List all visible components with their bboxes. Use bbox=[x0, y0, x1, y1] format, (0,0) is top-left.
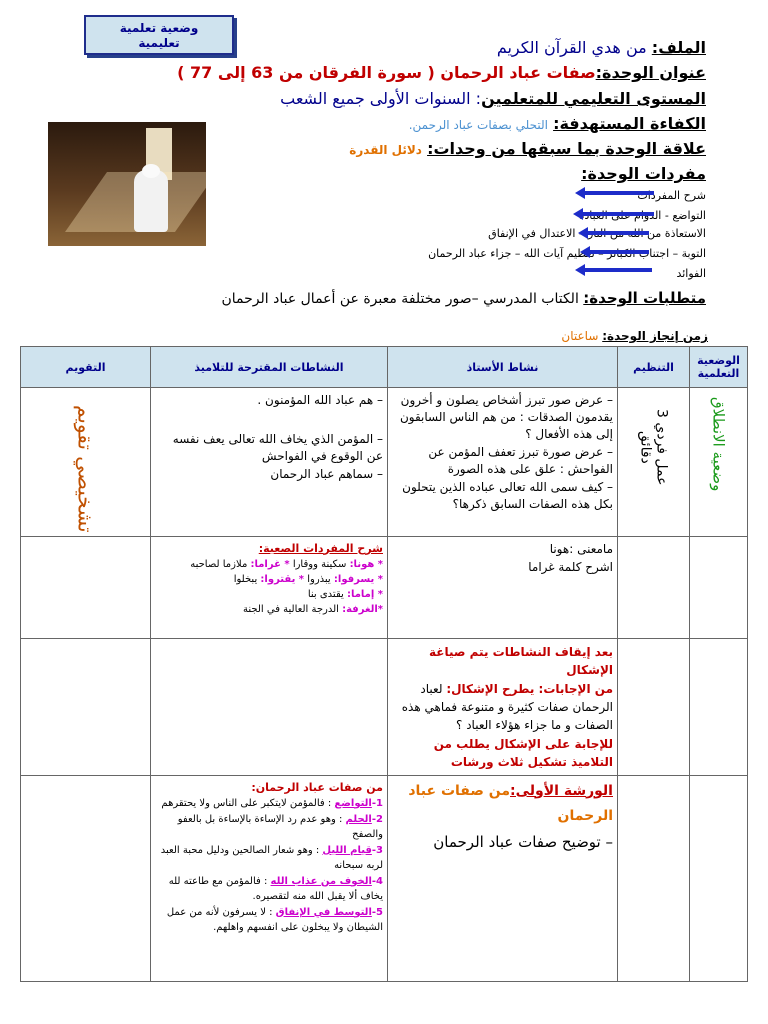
organization-cell bbox=[618, 388, 690, 537]
file-line bbox=[497, 38, 706, 57]
teacher-line: اشرح كلمة غراما bbox=[528, 559, 613, 574]
time-value: ساعتان bbox=[561, 329, 599, 343]
teacher-line: – عرض صورة تبرز تعفف المؤمن عن الفواحش : علق على هذه الصورة bbox=[428, 445, 613, 476]
trait-item: 3-قيام الليل : وهو شعار الصالحين ودليل محبة العبد لربه سبحانه bbox=[160, 844, 383, 871]
unit-title-value: صفات عباد الرحمان ( سورة الفرقان من 63 إلى 77 ) bbox=[177, 63, 596, 82]
vocab-item: شرح المفردات bbox=[637, 189, 706, 202]
competence-value: التحلي بصفات عباد الرحمن. bbox=[408, 118, 548, 132]
evaluation-cell bbox=[21, 388, 151, 537]
students-cell bbox=[151, 775, 388, 981]
vocab-entry: * يقتروا: يبخلوا bbox=[233, 573, 305, 585]
unit-title-label: عنوان الوحدة: bbox=[595, 63, 706, 82]
vocab-entry: * غراما: ملازما لصاحبه bbox=[190, 558, 290, 570]
situation-label: وضعية الانطلاق bbox=[709, 397, 728, 492]
header-evaluation: التقويم bbox=[21, 347, 151, 388]
trait-item: 1-التواضع : فالمؤمن لايتكبر على الناس ولا يحتقرهم bbox=[161, 797, 383, 809]
vocab-entry: * هونا: سكينة ووقارا bbox=[292, 558, 383, 570]
trait-item: 4-الخوف من عذاب الله : فالمؤمن مع طاعته لله يخاف ألا يقبل الله منه لتقصيره. bbox=[168, 875, 383, 902]
teacher-line: – عرض صور تبرز أشخاص يصلون و أخرون يقدمون الصدقات : من هم الناس السابقون إلى هذه الأفعال ؟ bbox=[399, 393, 613, 441]
workshop-label: الورشة الأولى: bbox=[510, 782, 613, 799]
header-teacher: نشاط الأستاذ bbox=[388, 347, 618, 388]
badge-line-1: وضعية تعلمية bbox=[119, 21, 199, 35]
time-label: زمن إنجاز الوحدة: bbox=[602, 329, 708, 343]
situation-cell bbox=[690, 388, 748, 537]
file-value: من هدي القرآن الكريم bbox=[496, 38, 647, 57]
problem-text: لعباد الرحمان صفات كثيرة و متنوعة فماهي هذه الصفات و ما جزاء هؤلاء العباد ؟ bbox=[401, 681, 613, 732]
problem-cell bbox=[388, 638, 618, 775]
students-cell bbox=[151, 388, 388, 537]
arrow-left-icon bbox=[584, 268, 652, 272]
unit-title-line bbox=[177, 63, 706, 82]
trait-item: 5-التوسط في الإنفاق : لا يسرفون لأنه من عمل الشيطان ولا يبخلون على انفسهم واهلهم. bbox=[166, 906, 383, 933]
organization-label: عمل فردي 3 دقائق bbox=[637, 408, 670, 486]
evaluation-label: تشخيصي تقويم bbox=[73, 405, 98, 533]
teacher-cell bbox=[388, 536, 618, 638]
problem-intro: بعد إيقاف النشاطات يتم صياغة الإشكال bbox=[428, 644, 613, 677]
vocab-item: الفوائد bbox=[676, 267, 706, 280]
table-row bbox=[21, 388, 748, 537]
vocab-title: شرح المفردات الصعبة: bbox=[258, 541, 383, 555]
table-row bbox=[21, 775, 748, 981]
badge-line-2: تعليمية bbox=[138, 36, 180, 50]
unit-type-badge bbox=[84, 15, 234, 55]
vocab-item: التوبة – اجتناب الكبائر – تعظيم آيات الله – جزاء عباد الرحمان bbox=[428, 247, 706, 260]
table-row bbox=[21, 536, 748, 638]
header-organization: التنظيم bbox=[618, 347, 690, 388]
problem-label: من الإجابات: يطرح الإشكال: bbox=[446, 681, 613, 696]
workshop-cell bbox=[388, 775, 618, 981]
students-cell bbox=[151, 536, 388, 638]
header-situation: الوضعية التعلمية bbox=[690, 347, 748, 388]
vocab-entry: * يسرفوا: يبذروا bbox=[307, 573, 383, 585]
header-students: النشاطات المقترحة للتلاميذ bbox=[151, 347, 388, 388]
praying-man-image bbox=[48, 122, 206, 246]
vocab-label: مفردات الوحدة: bbox=[581, 164, 706, 183]
lesson-table bbox=[20, 346, 748, 982]
teacher-line: مامعنى :هونا bbox=[549, 541, 613, 556]
arrow-left-icon bbox=[584, 191, 654, 195]
teacher-cell bbox=[388, 388, 618, 537]
competence-label: الكفاءة المستهدفة: bbox=[553, 114, 706, 133]
vocab-entry: * إماما: يقتدى بنا bbox=[307, 588, 383, 600]
relation-value: دلائل القدرة bbox=[349, 143, 422, 157]
student-answer: – هم عباد الله المؤمنون . bbox=[257, 393, 383, 407]
time-line bbox=[561, 329, 708, 343]
requirements-label: متطلبات الوحدة: bbox=[583, 289, 706, 307]
level-value: : السنوات الأولى جميع الشعب bbox=[280, 89, 482, 108]
table-header-row bbox=[21, 347, 748, 388]
arrow-left-icon bbox=[587, 231, 649, 235]
trait-item: 2-الحلم : وهو عدم رد الإساءة بالإساءة بل بالعفو والصفح bbox=[177, 813, 383, 840]
problem-task: للإجابة على الإشكال يطلب من التلاميذ تشكيل ثلاث ورشات bbox=[433, 736, 613, 769]
teacher-line: – كيف سمى الله تعالى عباده الذين يتحلون بكل هذه الصفات السابق ذكرها؟ bbox=[402, 480, 613, 511]
workshop-title: من صفات عباد الرحمان bbox=[408, 782, 613, 824]
table-row bbox=[21, 638, 748, 775]
relation-line bbox=[349, 139, 706, 158]
competence-line bbox=[409, 114, 706, 133]
level-label: المستوى التعليمي للمتعلمين bbox=[481, 89, 706, 108]
vocab-item: التواضع - الدوام على العبادة bbox=[578, 209, 706, 222]
vocab-item: الاستعاذة من الله من النار – الاعتدال في الإنفاق bbox=[488, 227, 706, 240]
requirements-line bbox=[221, 289, 706, 307]
vocab-entry: *الغرفة: الدرجة العالية في الجنة bbox=[243, 603, 383, 615]
workshop-desc: – توضيح صفات عباد الرحمان bbox=[433, 832, 613, 851]
requirements-value: الكتاب المدرسي –صور مختلفة معبرة عن أعمال عباد الرحمان bbox=[221, 291, 579, 307]
arrow-left-icon bbox=[582, 212, 654, 216]
relation-label: علاقة الوحدة بما سبقها من وحدات: bbox=[427, 139, 706, 158]
arrow-left-icon bbox=[589, 250, 649, 254]
vocab-line bbox=[581, 164, 706, 183]
student-answer: – المؤمن الذي يخاف الله تعالى يعف نفسه عن الوقوع في الفواحش bbox=[172, 432, 383, 463]
student-answer: – سماهم عباد الرحمان bbox=[270, 467, 383, 481]
level-line bbox=[280, 89, 706, 108]
file-label: الملف: bbox=[651, 38, 706, 57]
traits-title: من صفات عباد الرحمان: bbox=[251, 780, 383, 794]
